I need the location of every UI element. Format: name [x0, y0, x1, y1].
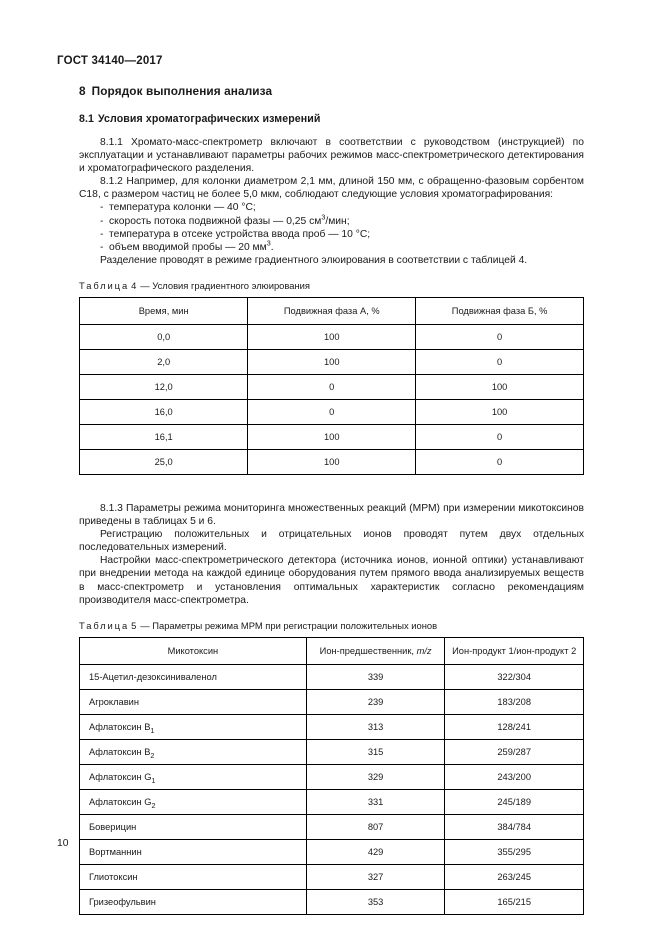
subclause-heading: [79, 113, 584, 125]
cell-phase-a: 100: [248, 449, 416, 474]
cell-precursor: 331: [306, 789, 445, 814]
column-header-mycotoxin: Микотоксин: [80, 637, 307, 664]
paragraph-8-1-1: 8.1.1 Хромато-масс-спектрометр включают в соответствии с руководством (инструкцией) по эксплуатации и устанавливают параметры рабочих режимов масс-спектрометрического детектирования и хроматографического разделения.: [79, 137, 584, 175]
table-row: [80, 349, 584, 374]
table-row: [80, 374, 584, 399]
cell-products: 128/241: [445, 714, 584, 739]
paragraph-ion-registration: Регистрацию положительных и отрицательных ионов проводят путем двух отдельных последовательных измерений.: [79, 529, 584, 554]
table-row: [80, 664, 584, 689]
table-row: [80, 324, 584, 349]
list-item-text: температура колонки — 40 °C;: [109, 202, 256, 214]
cell-time: 12,0: [80, 374, 248, 399]
cell-precursor: 327: [306, 864, 445, 889]
cell-time: 2,0: [80, 349, 248, 374]
table-row: [80, 864, 584, 889]
clause-title: Порядок выполнения анализа: [91, 84, 273, 98]
cell-precursor: 353: [306, 889, 445, 914]
cell-time: 0,0: [80, 324, 248, 349]
cell-precursor: 313: [306, 714, 445, 739]
table-caption-number: 5: [131, 619, 137, 631]
running-head: ГОСТ 34140—2017: [57, 55, 163, 67]
cell-products: 322/304: [445, 664, 584, 689]
clause-number: 8: [79, 84, 86, 98]
cell-phase-b: 0: [416, 324, 584, 349]
column-header-precursor-ion: Ион-предшественник, m/z: [306, 637, 445, 664]
chromatography-conditions-list: [79, 201, 584, 253]
cell-precursor: 339: [306, 664, 445, 689]
cell-phase-b: 100: [416, 374, 584, 399]
table-caption-word: Таблица: [79, 279, 130, 291]
list-item: [79, 212, 584, 228]
cell-products: 355/295: [445, 839, 584, 864]
table-row: [80, 814, 584, 839]
table-caption-text: — Параметры режима МРМ при регистрации положительных ионов: [140, 619, 438, 631]
table-row: [80, 889, 584, 914]
subscript: 2: [151, 800, 156, 810]
list-item: [79, 238, 584, 254]
table-row: [80, 789, 584, 814]
cell-mycotoxin: Афлатоксин $G_1$: [80, 764, 307, 789]
list-item: [79, 201, 584, 214]
cell-mycotoxin: Афлатоксин $G_2$: [80, 789, 307, 814]
paragraph-8-1-2: 8.1.2 Например, для колонки диаметром 2,1 мм, длиной 150 мм, с обращенно-фазовым сорбентом С18, с размером частиц не более 5,0 мкм, соблюдают следующие условия хроматографирования:: [79, 176, 584, 201]
spacer: [79, 475, 584, 502]
table-header-row: [80, 637, 584, 664]
table-mrm-positive-ions: [79, 637, 584, 915]
table-caption-text: — Условия градиентного элюирования: [140, 279, 310, 291]
list-item-text: объем вводимой пробы — 20 $мм^3$.: [109, 238, 274, 253]
paragraph-8-1-3: 8.1.3 Параметры режима мониторинга множественных реакций (МРМ) при измерении микотоксинов приведены в таблицах 5 и 6.: [79, 502, 584, 528]
cell-phase-a: 100: [248, 424, 416, 449]
cell-mycotoxin: Афлатоксин $B_2$: [80, 739, 307, 764]
list-item-text: температура в отсеке устройства ввода проб — 10 °C;: [109, 228, 371, 240]
page-content: [79, 84, 584, 915]
table-gradient-elution: [79, 297, 584, 475]
table-row: [80, 424, 584, 449]
cell-phase-a: 0: [248, 374, 416, 399]
superscript: 3: [321, 212, 326, 222]
clause-heading: [79, 84, 584, 98]
list-dash: -: [100, 228, 104, 240]
cell-phase-a: 100: [248, 324, 416, 349]
table-header-row: [80, 297, 584, 324]
list-dash: -: [100, 202, 104, 214]
superscript: 3: [266, 238, 271, 248]
cell-products: 183/208: [445, 689, 584, 714]
cell-products: 384/784: [445, 814, 584, 839]
cell-phase-b: 0: [416, 349, 584, 374]
mz-italic: m/z: [416, 645, 432, 656]
cell-mycotoxin: Боверицин: [80, 814, 307, 839]
table-row: [80, 839, 584, 864]
column-header-phase-b: Подвижная фаза Б, %: [416, 297, 584, 324]
cell-precursor: 329: [306, 764, 445, 789]
cell-time: 16,0: [80, 399, 248, 424]
subclause-number: 8.1: [79, 113, 95, 125]
table-row: [80, 449, 584, 474]
cell-mycotoxin: 15-Ацетил-дезоксиниваленол: [80, 664, 307, 689]
table-row: [80, 689, 584, 714]
cell-phase-b: 0: [416, 449, 584, 474]
cell-products: 259/287: [445, 739, 584, 764]
cell-precursor: 239: [306, 689, 445, 714]
table-row: [80, 739, 584, 764]
cell-precursor: 315: [306, 739, 445, 764]
column-header-phase-a: Подвижная фаза А, %: [248, 297, 416, 324]
cell-time: 25,0: [80, 449, 248, 474]
subscript: 2: [150, 750, 155, 760]
subscript: 1: [151, 775, 156, 785]
cell-phase-b: 0: [416, 424, 584, 449]
cell-products: 165/215: [445, 889, 584, 914]
cell-precursor: 807: [306, 814, 445, 839]
subclause-title: Условия хроматографических измерений: [98, 113, 321, 125]
spacer: [79, 267, 584, 280]
table-row: [80, 399, 584, 424]
cell-mycotoxin: Агроклавин: [80, 689, 307, 714]
spacer: [79, 607, 584, 620]
page-number: 10: [57, 838, 69, 849]
cell-mycotoxin: Вортманнин: [80, 839, 307, 864]
cell-time: 16,1: [80, 424, 248, 449]
table-caption-number: 4: [131, 279, 137, 291]
table-row: [80, 714, 584, 739]
column-header-product-ions: Ион-продукт 1/ион-продукт 2: [445, 637, 584, 664]
table-4-caption: [79, 280, 584, 291]
list-dash: -: [100, 215, 104, 227]
cell-phase-a: 0: [248, 399, 416, 424]
cell-mycotoxin: Глиотоксин: [80, 864, 307, 889]
cell-products: 245/189: [445, 789, 584, 814]
list-item: [79, 228, 584, 241]
cell-phase-a: 100: [248, 349, 416, 374]
table-row: [80, 764, 584, 789]
paragraph-detector-settings: Настройки масс-спектрометрического детектора (источника ионов, ионной оптики) устанавливают при внедрении метода на каждой единице оборудования путем прямого ввода анализируемых веществ в масс-спектрометр и установления оптимальных характеристик согласно рекомендациям производителя масс-спектрометра.: [79, 555, 584, 606]
cell-mycotoxin: Гризеофульвин: [80, 889, 307, 914]
cell-products: 263/245: [445, 864, 584, 889]
table-5-caption: [79, 620, 584, 631]
paragraph-gradient-elution: Разделение проводят в режиме градиентного элюирования в соответствии с таблицей 4.: [100, 254, 528, 266]
list-item-text: скорость потока подвижной фазы — 0,25 $см^3$/мин;: [109, 212, 350, 227]
list-dash: -: [100, 241, 104, 253]
cell-mycotoxin: Афлатоксин $B_1$: [80, 714, 307, 739]
table-caption-word: Таблица: [79, 619, 130, 631]
column-header-time: Время, мин: [80, 297, 248, 324]
cell-phase-b: 100: [416, 399, 584, 424]
cell-precursor: 429: [306, 839, 445, 864]
cell-products: 243/200: [445, 764, 584, 789]
subscript: 1: [150, 725, 155, 735]
